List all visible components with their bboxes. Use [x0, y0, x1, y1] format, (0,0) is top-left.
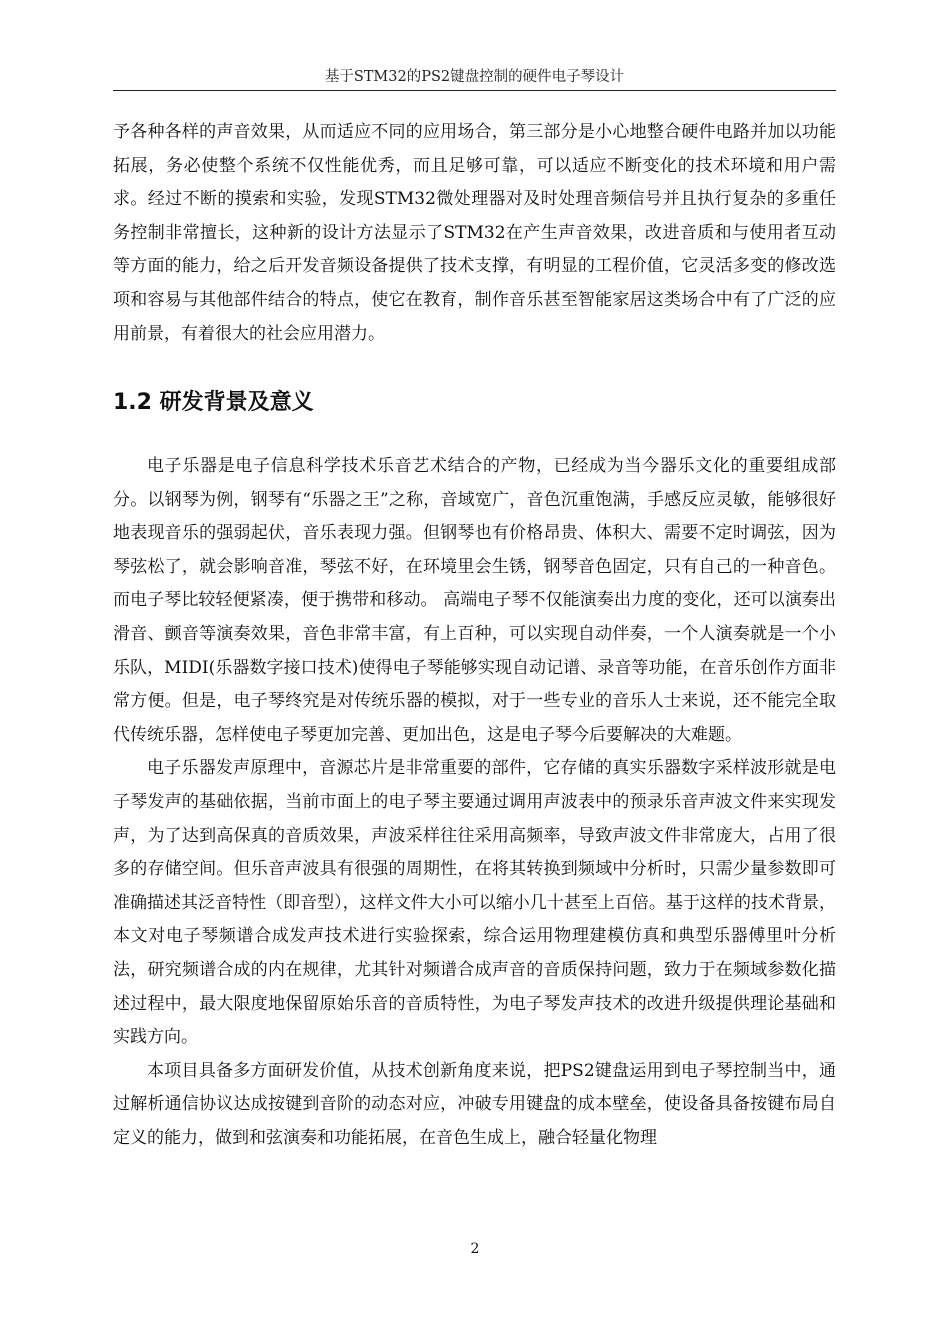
- section-heading: 1.2 研发背景及意义: [113, 390, 314, 415]
- intro-paragraph-continued: 予各种各样的声音效果，从而适应不同的应用场合，第三部分是小心地整合硬件电路并加以功能拓展，务必使整个系统不仅性能优秀，而且足够可靠，可以适应不断变化的技术环境和用户需求。经过不断的摸索和实验，发现STM32微处理器对及时处理音频信号并且执行复杂的多重任务控制非常擅长，这种新的设计方法显示了STM32在产生声音效果，改进音质和与使用者互动等方面的能力，给之后开发音频设备提供了技术支撑，有明显的工程价值，它灵活多变的修改选项和容易与其他部件结合的特点，使它在教育，制作音乐甚至智能家居这类场合中有了广泛的应用前景，有着很大的社会应用潜力。: [113, 122, 836, 344]
- header-divider: [113, 90, 836, 91]
- section-paragraph-2: 电子乐器发声原理中，音源芯片是非常重要的部件，它存储的真实乐器数字采样波形就是电子琴发声的基础依据，当前市面上的电子琴主要通过调用声波表中的预录乐音声波文件来实现发声，为了达到高保真的音质效果，声波采样往往采用高频率，导致声波文件非常庞大，占用了很多的存储空间。但乐音声波具有很强的周期性，在将其转换到频域中分析时，只需少量参数即可准确描述其泛音特性（即音型），这样文件大小可以缩小几十甚至上百倍。基于这样的技术背景，本文对电子琴频谱合成发声技术进行实验探索，综合运用物理建模仿真和典型乐器傅里叶分析法，研究频谱合成的内在规律，尤其针对频谱合成声音的音质保持问题，致力于在频域参数化描述过程中，最大限度地保留原始乐音的音质特性，为电子琴发声技术的改进升级提供理论基础和实践方向。: [113, 758, 836, 1048]
- page-number: 2: [470, 1241, 480, 1257]
- section-paragraph-3: 本项目具备多方面研发价值，从技术创新角度来说，把PS2键盘运用到电子琴控制当中，通过解析通信协议达成按键到音阶的动态对应，冲破专用键盘的成本壁垒，使设备具备按键布局自定义的能力，做到和弦演奏和功能拓展，在音色生成上，融合轻量化物理: [113, 1060, 836, 1148]
- running-header: 基于STM32的PS2键盘控制的硬件电子琴设计: [324, 69, 625, 85]
- intro-body: [113, 116, 836, 351]
- section-body: [113, 450, 836, 1155]
- section-paragraph-1: 电子乐器是电子信息科学技术乐音艺术结合的产物，已经成为当今器乐文化的重要组成部分。以钢琴为例，钢琴有“乐器之王”之称，音域宽广，音色沉重饱满，手感反应灵敏，能够很好地表现音乐的强弱起伏，音乐表现力强。但钢琴也有价格昂贵、体积大、需要不定时调弦，因为琴弦松了，就会影响音准，琴弦不好，在环境里会生锈，钢琴音色固定，只有自己的一种音色。而电子琴比较轻便紧凑，便于携带和移动。 高端电子琴不仅能演奏出力度的变化，还可以演奏出滑音、颤音等演奏效果，音色非常丰富，有上百种，可以实现自动伴奏，一个人演奏就是一个小乐队，MIDI(乐器数字接口技术)使得电子琴能够实现自动记谱、录音等功能，在音乐创作方面非常方便。但是，电子琴终究是对传统乐器的模拟，对于一些专业的音乐人士来说，还不能完全取代传统乐器，怎样使电子琴更加完善、更加出色，这是电子琴今后要解决的大难题。: [113, 456, 836, 745]
